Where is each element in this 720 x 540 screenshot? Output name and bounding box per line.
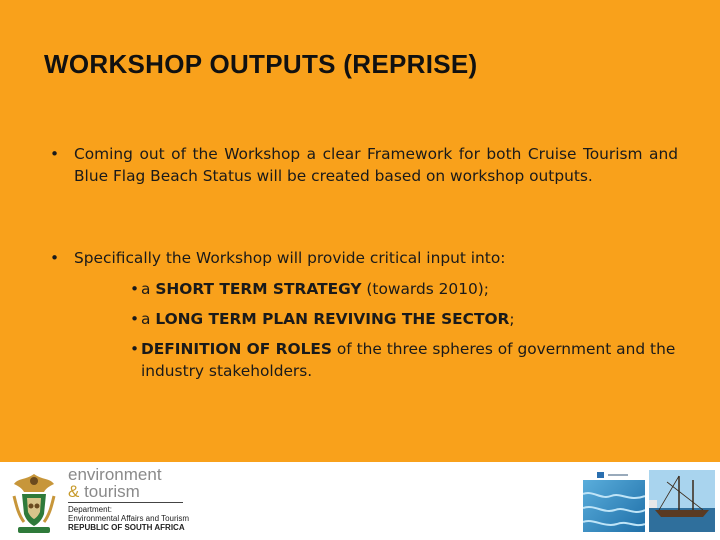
sub-bullet-item	[130, 278, 489, 300]
bullet-text: Coming out of the Workshop a clear Framework for both Cruise Tourism and Blue Flag Beach Status will be created based on workshop outputs.	[74, 145, 678, 185]
brand-ampersand: &	[68, 482, 80, 501]
coat-of-arms-icon	[8, 470, 60, 536]
slide-title: WORKSHOP OUTPUTS (REPRISE)	[44, 49, 478, 79]
department-label: Department:	[68, 505, 113, 514]
brand-name-line2	[68, 483, 140, 501]
bullet-dot: •	[50, 249, 60, 267]
department-text	[68, 505, 189, 532]
bullet-item	[50, 143, 678, 187]
department-name: Environmental Affairs and Tourism	[68, 514, 190, 523]
bullet-text: Specifically the Workshop will provide critical input into:	[74, 249, 506, 267]
beach-water-photo	[583, 470, 645, 532]
bullet-dot: •	[130, 280, 140, 298]
sub-bullet-prefix: a	[141, 310, 156, 328]
sub-bullet-suffix: of the three spheres of government and the industry stakeholders.	[141, 340, 676, 380]
brand-word: tourism	[79, 482, 140, 501]
sub-bullet-strong: DEFINITION OF ROLES	[141, 340, 332, 358]
sub-bullet-item	[130, 308, 515, 330]
sub-bullet-item	[130, 338, 690, 382]
bullet-item	[50, 247, 678, 269]
sub-bullet-prefix: a	[141, 280, 156, 298]
sub-bullet-strong: LONG TERM PLAN REVIVING THE SECTOR	[155, 310, 510, 328]
bullet-dot: •	[130, 340, 140, 358]
country-name: REPUBLIC OF SOUTH AFRICA	[68, 523, 185, 532]
sub-bullet-suffix: (towards 2010);	[361, 280, 489, 298]
bullet-dot: •	[50, 145, 60, 163]
divider	[68, 502, 183, 503]
bullet-dot: •	[130, 310, 140, 328]
tall-ship-photo	[649, 470, 715, 532]
sub-bullet-strong: SHORT TERM STRATEGY	[155, 280, 362, 298]
sub-bullet-suffix: ;	[509, 310, 515, 328]
brand-name: environment	[68, 465, 162, 484]
